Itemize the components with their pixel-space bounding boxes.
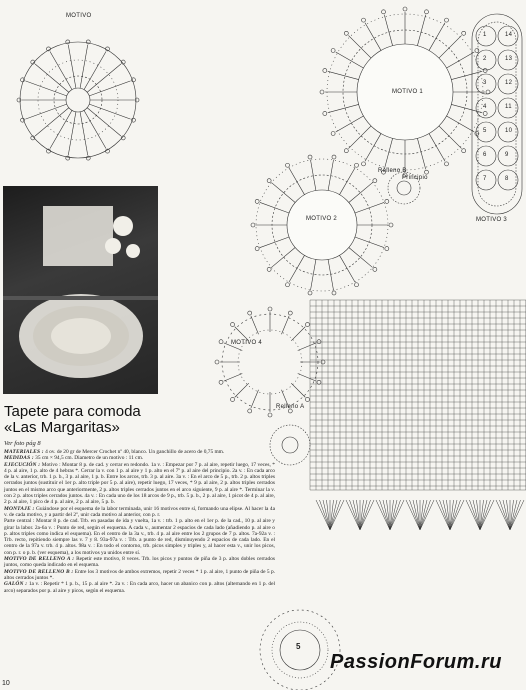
materiales-text: 4 ov. de 20 gr de Mercer Crochet nº 40, blanco. Un ganchillo de acero de 0,75 mm. [45,449,225,455]
label-motivo-1: MOTIVO 1 [392,89,424,95]
montaje-key: MONTAJE : [4,505,35,512]
article-title [4,404,244,436]
watermark-logo: PassionForum.ru [330,651,502,673]
medidas-key: MEDIDAS : [4,455,34,462]
relleno-a-text: Repetir este motivo, 8 veces. Trb. los picos y puntos de piña de 3 p. altos dobles cerrados juntos, como queda indicado en el esquema. [4,556,275,569]
galon-key: GALÓN : [4,581,28,588]
parte-central-text: Parte central : Montar 8 p. de cad. Trb. en pasadas de ida y vuelta, 1a v. : trb. 1 p. alto en el 1er p. de la cad., 10 p. al aire y girar la labor. 2a-6a v. : Punto de red, según el esquema. A cada v., aumentar 2 espacios de cada lado (añadiendo p. al aire o p. altos triples como indica el esquema). En el centro de la 3a v., trb. 4 p. al aire entre los 2 grupos de 7 p. altos. 7a-92a v. : Trb. recto, repitiendo siempre las v. 7 y 8. 93a-97a v. : Trb. a punto de red, disminuyendo 2 espacios de cada lado. En el centro de la 97a v. trb. 4 p. altos. 98a v. : En todo el contorno, trb. picos simples y triples y, al hacer esta v., unir los picos, con p. r. o p. b. (ver esquema), a los motivos ya unidos entre sí. [4,518,275,556]
motivo-3-number: 10 [505,128,513,134]
ejecucion-text: Motivo : Montar 8 p. de cad. y cerrar en redondo. 1a v. : Empezar por 7 p. al aire, repetir luego, 17 veces, * 4 p. al aire, 1 p. alto de 4 hebras *. Cerrar la v. con 1 p. al aire y 1 p. alto en el 7º p. al aire del principio. 2a v. : En cada arco de la v. anterior, trb. 1 p. b., 3 p. al aire, 1 p. b. Entre los arcos, trb. 3 p. al aire. 3a v. : En el arco de 5 p., trb. 2 p. altos triples cerrados juntos (sustituir el 1er p. alto triple por 5 p. al aire), repetir luego, 17 veces, * 9 p. al aire, 2 p. altos triples cerrados juntos en el mismo arco que anteriormente, 2 p. altos triples cerrados juntos en el arco siguiente, 9 p. al aire *. Terminar la v. con 2 p. altos triples cerrados juntos. 4a v. : En cada uno de los 18 arcos de 9 p., trb. 5 p. b., 2 p. al aire, 1 picot de 4 p. al aire, 2 p. al aire, 1 pico de 4 p. al aire, 2 p. al aire, 5 p. b. [4,461,275,506]
relleno-a-motif [270,425,310,465]
medidas-text: 35 cm × 94,5 cm. Diametro de un motivo : 11 cm. [35,455,144,462]
label-principio: Principio [402,175,428,181]
motivo-3-number: 2 [483,56,487,62]
motif-2 [251,155,393,295]
see-page-note: Ver foto pág 8 [4,440,41,447]
motivo-3-number: 13 [505,56,513,62]
motif-3-oval [472,14,522,214]
ejecucion-key: EJECUCIÓN : [4,461,41,468]
motivo-3-number: 1 [483,32,487,38]
bottom-border-fans [316,500,524,530]
motivo-3-number: 8 [505,176,509,182]
page-number: 10 [2,680,10,687]
title-line-1: Tapete para comoda [4,403,141,420]
label-relleno-a: Relleno A [276,404,305,410]
motivo-3-number: 12 [505,80,513,86]
label-motivo-2: MOTIVO 2 [306,216,338,222]
label-circle-number: 5 [296,642,301,651]
motivo-3-number: 11 [505,104,512,110]
label-motivo-3: MOTIVO 3 [476,217,508,223]
label-relleno-b: Relleno B [378,168,407,174]
motivo-3-number: 14 [505,32,513,38]
motivo-3-number: 7 [483,176,487,182]
relleno-b-key: MOTIVO DE RELLENO B : [4,568,74,575]
montaje-text: Guiándose por el esquema de la labor terminada, unir 16 motivos entre sí, formando una elipse. Al hacer la 4a v. de cada motivo, y a partir del 2º, unir cada motivo al anterior, con p. r. [4,505,275,518]
galon-text: 1a v. : Repetir * 1 p. b., 15 p. al aire *. 2a v. : En cada arco, hacer un abanico con p. altos (alternando en 1 p. del arco) separados por p. al aire y picos, según el esquema. [4,581,275,594]
motif-4 [215,307,325,417]
motivo-3-number: 5 [483,128,487,134]
relleno-b-text: Entre los 3 motivos de ambos extremos, repetir 2 veces * 1 p. al aire, 1 punto de piña de 5 p. altos cerrados juntos *. [4,568,275,581]
motivo-3-number: 6 [483,152,487,158]
motivo-3-number: 4 [483,104,487,110]
filet-mesh-grid [310,300,526,490]
doily-photo [3,186,158,394]
label-motivo-4: MOTIVO 4 [231,340,263,346]
label-motivo-top: MOTIVO [66,13,92,19]
motivo-3-number: 9 [505,152,509,158]
instructions-text [4,449,275,594]
relleno-a-key: MOTIVO DE RELLENO A : [4,556,75,563]
motivo-3-number: 3 [483,80,487,86]
motif-top-left [17,40,139,160]
title-line-2: «Las Margaritas» [4,419,120,436]
materiales-key: MATERIALES : [4,449,44,455]
